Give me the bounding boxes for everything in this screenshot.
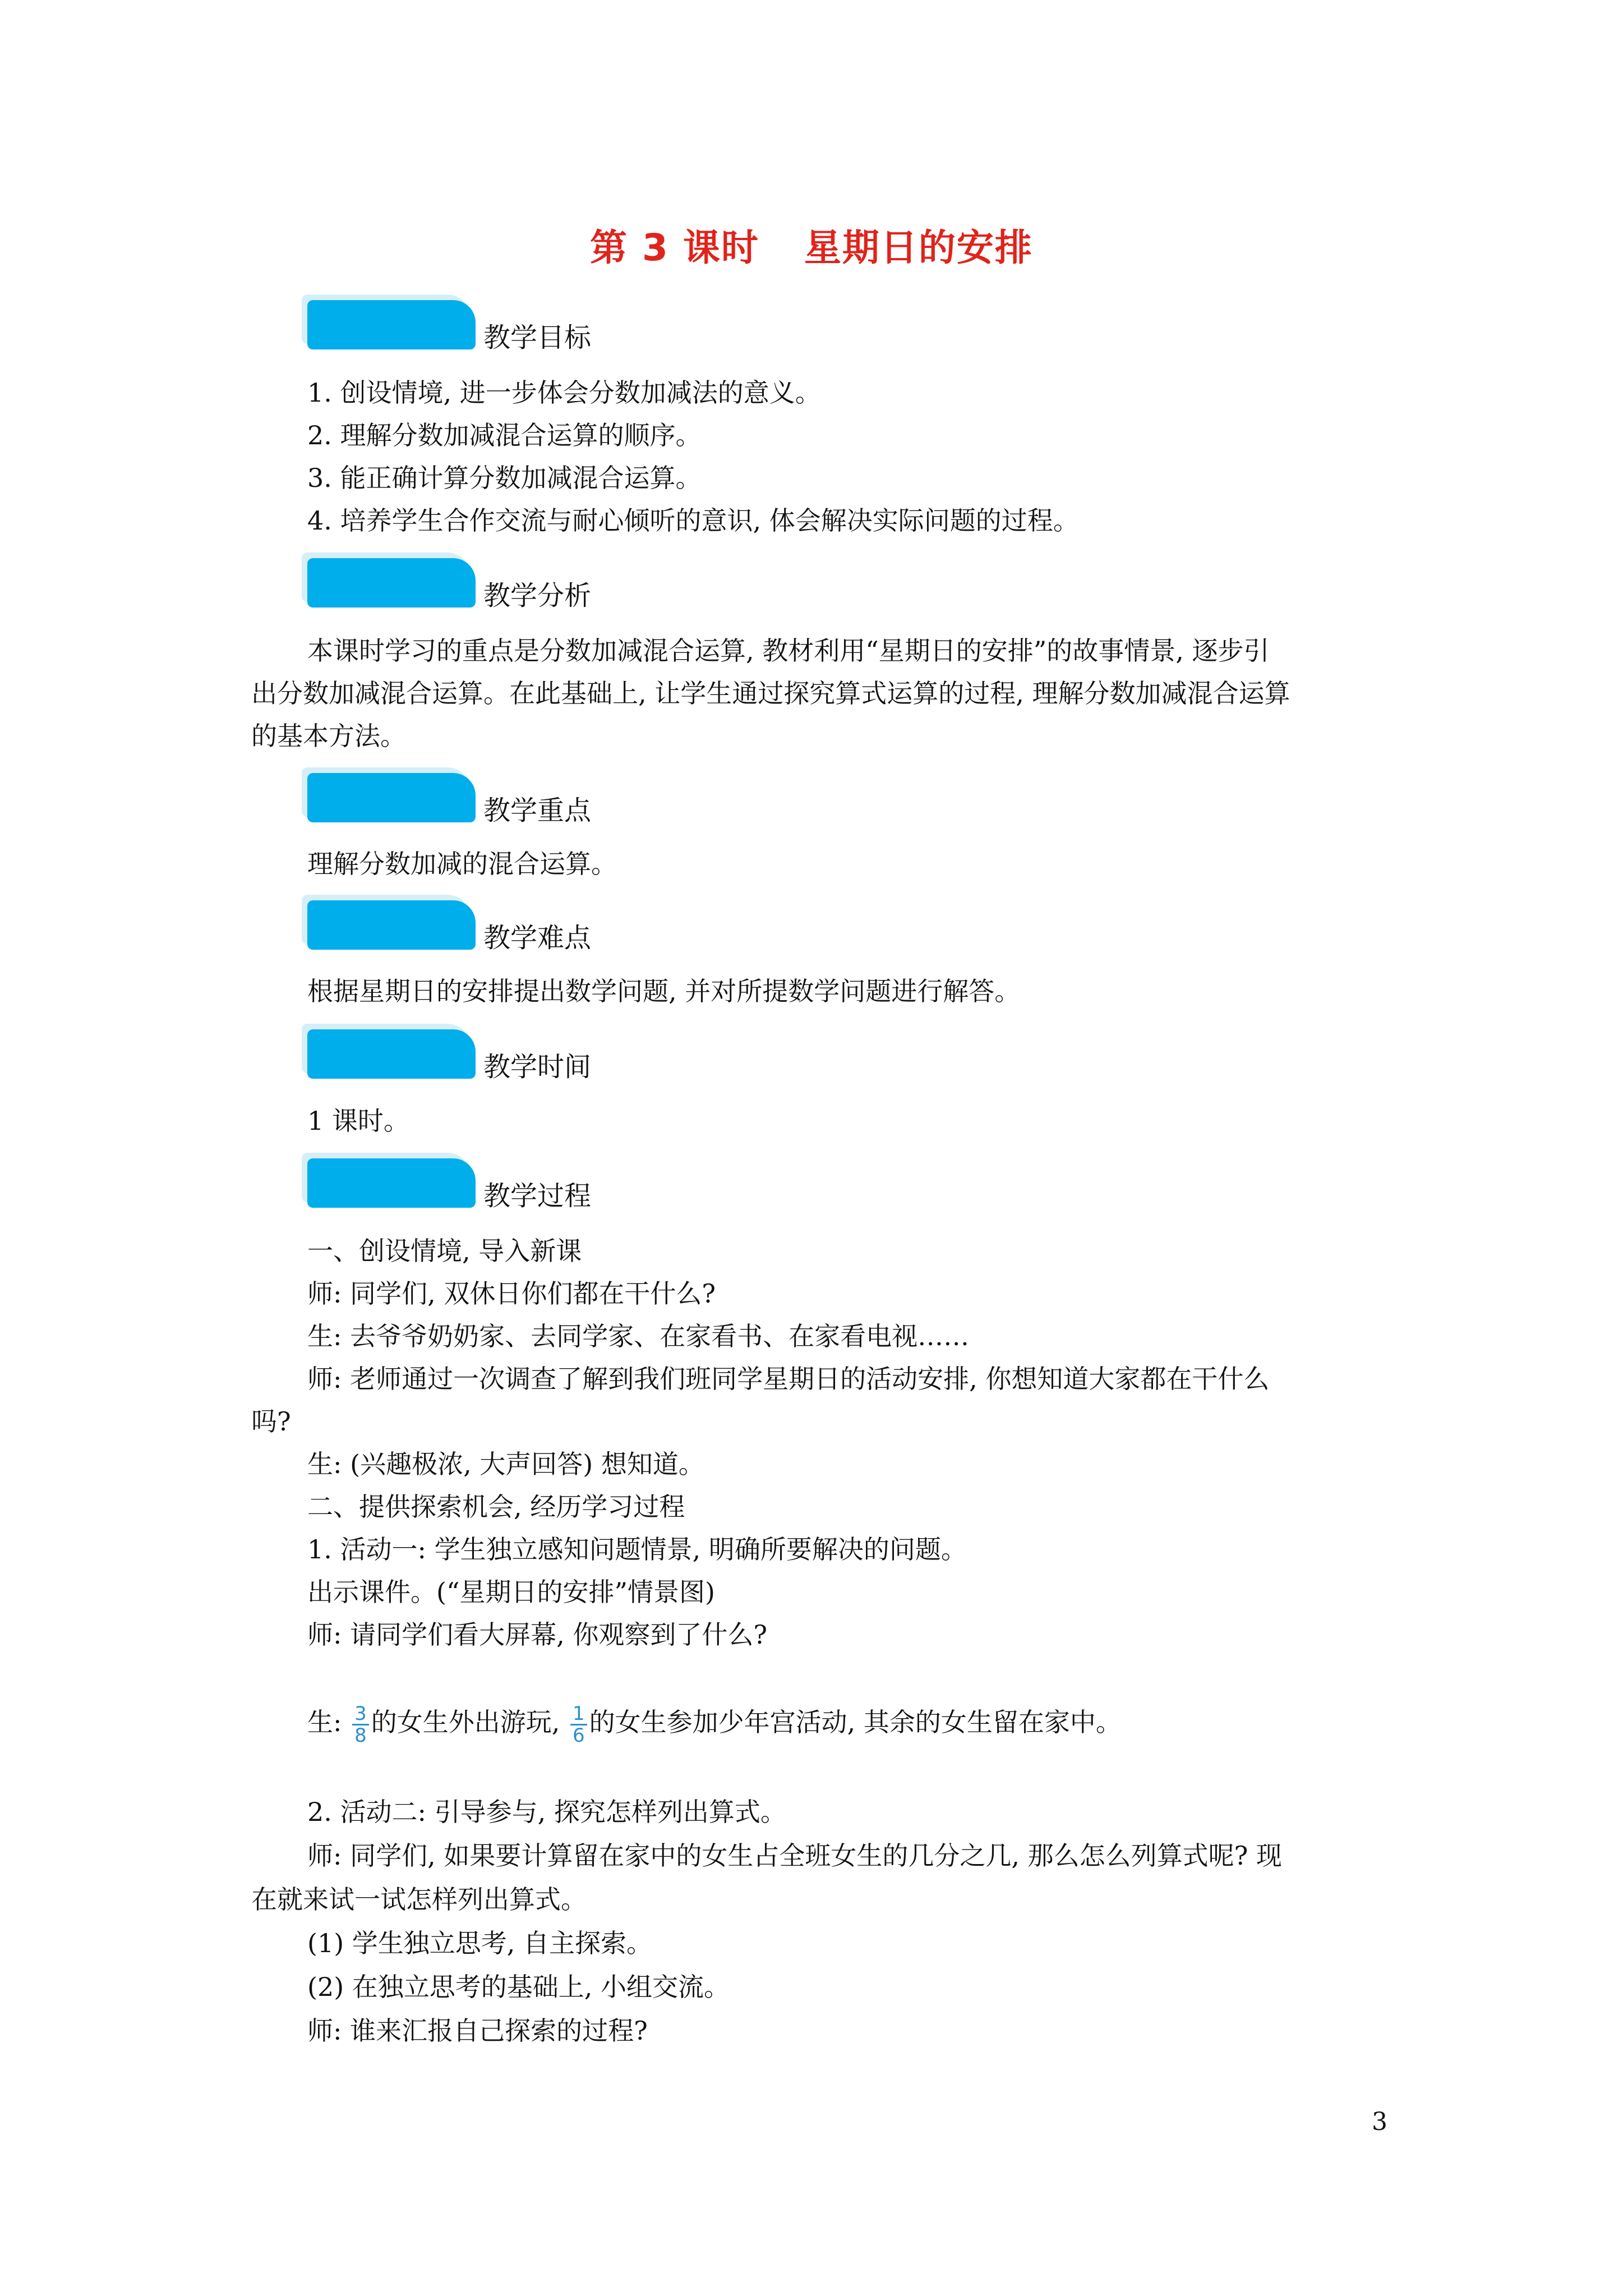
process-line: 吗? (251, 1406, 291, 1437)
analysis-line: 出分数加减混合运算。在此基础上, 让学生通过探究算式运算的过程, 理解分数加减混合运算 (251, 678, 1290, 708)
fraction-denominator: 6 (573, 1724, 585, 1747)
fraction-denominator: 8 (354, 1724, 367, 1747)
analysis-line: 的基本方法。 (251, 721, 406, 751)
fraction-one-sixth (570, 1704, 587, 1746)
section-label: 教学过程 (483, 1180, 592, 1212)
time-text: 1 课时。 (307, 1106, 409, 1136)
section-label: 教学分析 (483, 580, 592, 611)
section-label: 教学时间 (483, 1051, 592, 1083)
objective-item: 3. 能正确计算分数加减混合运算。 (307, 463, 702, 493)
page-title (0, 218, 1623, 271)
section-label: 教学难点 (483, 922, 592, 954)
fraction-three-eighths (352, 1704, 369, 1746)
process-line: (2) 在独立思考的基础上, 小组交流。 (307, 1972, 730, 2002)
key-point-text: 理解分数加减的混合运算。 (307, 849, 617, 879)
section-tag-decoration (307, 900, 476, 950)
objective-item: 1. 创设情境, 进一步体会分数加减法的意义。 (307, 378, 821, 408)
fraction-numerator: 1 (570, 1704, 587, 1726)
fraction-numerator: 3 (352, 1704, 369, 1726)
fraction-line (307, 1700, 1122, 1746)
process-line: 师: 同学们, 如果要计算留在家中的女生占全班女生的几分之几, 那么怎么列算式呢? 现 (307, 1841, 1282, 1871)
process-line: 师: 老师通过一次调查了解到我们班同学星期日的活动安排, 你想知道大家都在干什么 (307, 1364, 1270, 1394)
process-line: 师: 请同学们看大屏幕, 你观察到了什么? (307, 1619, 768, 1650)
process-line: 二、提供探索机会, 经历学习过程 (307, 1492, 685, 1522)
fraction-line-prefix: 生: (307, 1707, 351, 1737)
section-tag-decoration (307, 1158, 476, 1208)
process-line: 师: 同学们, 双休日你们都在干什么? (307, 1278, 716, 1309)
section-tag-decoration (307, 1029, 476, 1079)
fraction-line-middle: 的女生外出游玩, (371, 1707, 569, 1737)
process-line: 2. 活动二: 引导参与, 探究怎样列出算式。 (307, 1797, 786, 1827)
process-line: 生: 去爷爷奶奶家、去同学家、在家看书、在家看电视…… (307, 1321, 970, 1351)
process-line: 在就来试一试怎样列出算式。 (251, 1884, 587, 1915)
analysis-line: 本课时学习的重点是分数加减混合运算, 教材利用“星期日的安排”的故事情景, 逐步引 (307, 636, 1270, 666)
process-line: 生: (兴趣极浓, 大声回答) 想知道。 (307, 1449, 704, 1479)
section-tag-decoration (307, 558, 476, 608)
process-line: 师: 谁来汇报自己探索的过程? (307, 2016, 648, 2046)
page-number: 3 (1372, 2108, 1387, 2136)
objective-item: 2. 理解分数加减混合运算的顺序。 (307, 420, 702, 450)
section-tag-decoration (307, 773, 476, 822)
process-line: (1) 学生独立思考, 自主探索。 (307, 1928, 653, 1958)
lesson-topic: 星期日的安排 (804, 226, 1033, 269)
difficulty-text: 根据星期日的安排提出数学问题, 并对所提数学问题进行解答。 (307, 976, 1021, 1006)
process-line: 一、创设情境, 导入新课 (307, 1236, 582, 1266)
lesson-number: 第 3 课时 (590, 226, 759, 269)
objective-item: 4. 培养学生合作交流与耐心倾听的意识, 体会解决实际问题的过程。 (307, 505, 1079, 536)
fraction-line-suffix: 的女生参加少年宫活动, 其余的女生留在家中。 (589, 1707, 1122, 1737)
section-label: 教学目标 (483, 322, 592, 353)
process-line: 出示课件。(“星期日的安排”情景图) (307, 1577, 715, 1607)
process-line: 1. 活动一: 学生独立感知问题情景, 明确所要解决的问题。 (307, 1534, 967, 1565)
section-tag-decoration (307, 300, 476, 349)
section-label: 教学重点 (483, 795, 592, 826)
